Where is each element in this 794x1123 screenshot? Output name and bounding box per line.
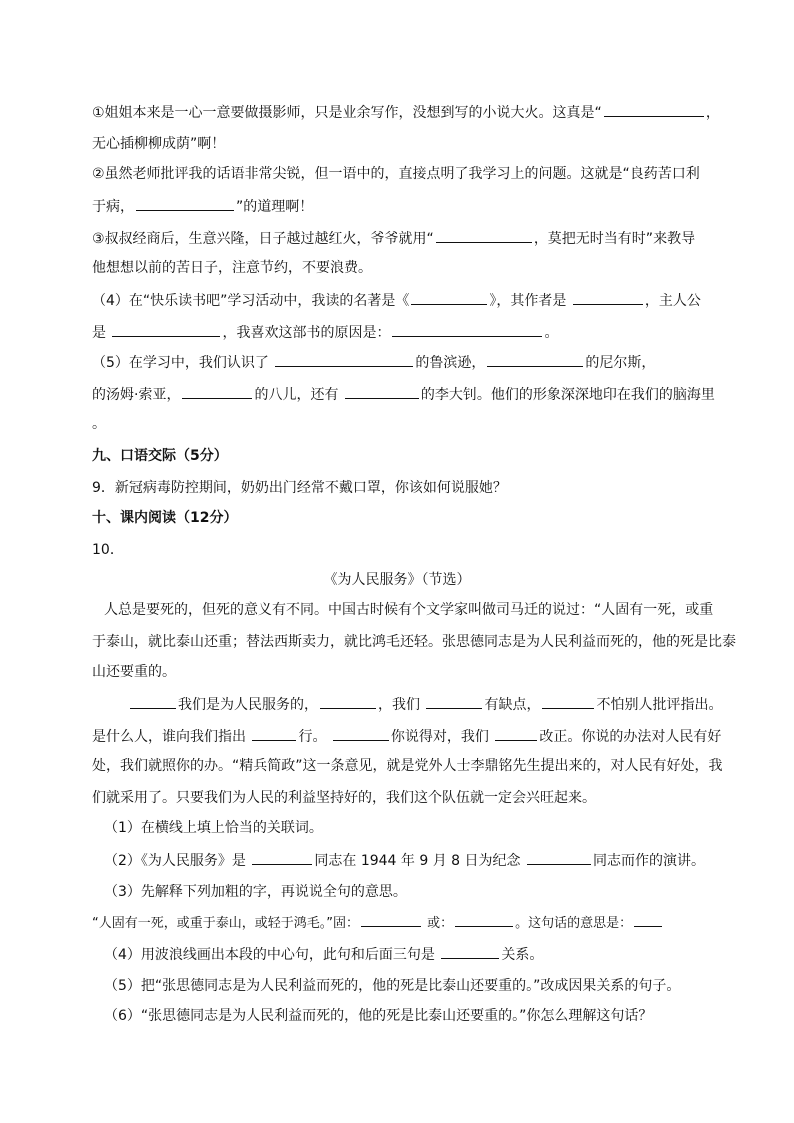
answer-blank[interactable] [320,694,376,709]
p2-text1: 我们是为人民服务的， [178,697,318,713]
q8-item4-line2 [92,322,558,343]
p2-text2: ，我们 [378,697,420,713]
q8-item1-text: ①姐姐本来是一心一意要做摄影师，只是业余写作，没想到写的小说大火。这真是“ [92,105,602,121]
q8-item5-text4: 的汤姆·索亚， [92,387,181,403]
answer-blank[interactable] [112,322,220,337]
answer-blank[interactable] [345,384,419,399]
answer-blank[interactable] [426,694,482,709]
passage-p2-line3: 处，我们就照你的办。“精兵简政”这一条意见，就是党外人士李鼎铭先生提出来的，对人民有好处，我 [92,758,723,774]
q8-item1-line2 [92,134,225,154]
passage-p1-line1: 人总是要死的，但死的意义有不同。中国古时候有个文学家叫做司马迁的说过：“人固有一死，或重 [104,602,714,618]
q8-item2-end: ”的道理啊！ [236,199,314,215]
q8-item3-line1 [92,228,695,249]
q10-3-quote: “人固有一死，或重于泰山，或轻于鸿毛。”固： [92,916,359,931]
answer-blank[interactable] [411,290,487,305]
q8-item1-end: ， [705,105,720,121]
q8-item5-text6: 的李大钊。他们的形象深深地印在我们的脑海里 [420,387,715,403]
answer-blank[interactable] [136,196,234,211]
q8-item3-text: ③叔叔经商后，生意兴隆，日子越过越红火，爷爷就用“ [92,231,434,247]
q10-4-text1: （4）用波浪线画出本段的中心句，此句和后面三句是 [104,947,435,963]
q10-3-line2 [92,912,664,934]
section9-question: 9．新冠病毒防控期间，奶奶出门经常不戴口罩，你该如何说服她？ [92,480,507,496]
q8-item5-line3 [92,414,106,434]
q8-item4-text2: 》，其作者是 [489,293,567,309]
answer-blank[interactable] [252,726,296,741]
q8-item2-line2 [92,196,313,217]
passage-p2-line2 [92,726,721,747]
q8-item1-line1 [92,102,720,123]
p2-text6: 行。 [298,729,327,745]
answer-blank[interactable] [361,912,421,927]
q8-item3-text2: 他想想以前的苦日子，注意节约，不要浪费。 [92,260,372,276]
q8-item5-text3: 的尼尔斯， [585,355,656,371]
q8-item2-line1 [92,164,700,184]
p2-text7: 你说得对，我们 [390,729,489,745]
q10-6: （6）“张思德同志是为人民利益而死的，他的死是比泰山还要重的。”你怎么理解这句话？ [104,1008,653,1024]
answer-blank[interactable] [634,912,662,927]
answer-blank[interactable] [436,228,532,243]
q10-3: （3）先解释下列加粗的字，再说说全句的意思。 [104,884,407,900]
q8-item4-text4: 是 [92,325,106,341]
answer-blank[interactable] [604,102,704,117]
q8-item5-line2 [92,384,715,405]
q8-item2-text: ②虽然老师批评我的话语非常尖锐，但一语中的，直接点明了我学习上的问题。这就是“良药苦口利 [92,166,700,182]
q8-item5-line1 [92,352,655,373]
passage-p2-line1 [104,694,722,715]
answer-blank[interactable] [392,322,542,337]
q8-item4-line1 [92,290,701,311]
p2-text8: 改正。你说的办法对人民有好 [539,729,722,745]
passage-title: 《为人民服务》（节选） [323,572,471,588]
q8-item2-text2: 于病， [92,199,134,215]
answer-blank[interactable] [487,352,583,367]
q10-3-or: 或： [427,916,454,931]
answer-blank[interactable] [441,944,499,959]
section10-number: 10． [92,542,124,558]
p2-text5: 是什么人，谁向我们指出 [92,729,246,745]
q10-5: （5）把“张思德同志是为人民利益而死的，他的死是比泰山还要重的。”改成因果关系的句子。 [104,978,681,994]
passage-p1-line3: 山还要重的。 [92,664,176,680]
answer-blank[interactable] [573,290,643,305]
q10-2-text1: （2）《为人民服务》是 [104,853,246,869]
answer-blank[interactable] [333,726,389,741]
answer-blank[interactable] [542,694,594,709]
q10-2 [104,850,705,871]
passage-p1-line2: 于泰山，就比泰山还重；替法西斯卖力，就比鸿毛还轻。张思德同志是为人民利益而死的，他的死是比泰 [92,634,736,650]
q10-4 [104,944,543,965]
answer-blank[interactable] [275,352,413,367]
q8-item4-text5: ，我喜欢这部书的原因是： [222,325,391,341]
q8-item4-text1: （4）在“快乐读书吧”学习活动中，我读的名著是《 [92,293,410,309]
q10-3-tail: 。这句话的意思是： [515,916,633,931]
answer-blank[interactable] [182,384,252,399]
p2-text3: 有缺点， [484,697,541,713]
passage-p2-line4: 们就采用了。只要我们为人民的利益坚持好的，我们这个队伍就一定会兴旺起来。 [92,790,596,806]
section10-heading: 十、课内阅读（12分） [92,510,238,526]
answer-blank[interactable] [527,850,591,865]
q10-2-text3: 同志而作的演讲。 [592,853,705,869]
section9-heading: 九、口语交际（5分） [92,448,228,464]
q8-item4-text6: 。 [544,325,559,341]
q8-item5-text1: （5）在学习中，我们认识了 [92,355,269,371]
answer-blank[interactable] [252,850,312,865]
q8-item5-text5: 的八儿，还有 [254,387,339,403]
p2-text4: 不怕别人批评指出。 [596,697,723,713]
q8-item5-text7: 。 [92,416,106,432]
q10-1: （1）在横线上填上恰当的关联词。 [104,820,323,836]
q8-item3-line2 [92,258,372,278]
answer-blank[interactable] [130,694,176,709]
q8-item4-text3: ，主人公 [644,293,701,309]
q10-2-text2: 同志在 1944 年 9 月 8 日为纪念 [314,853,521,869]
answer-blank[interactable] [455,912,513,927]
answer-blank[interactable] [495,726,537,741]
q8-item5-text2: 的鲁滨逊， [415,355,486,371]
q10-4-text2: 关系。 [501,947,544,963]
q8-item1-text2: 无心插柳柳成荫”啊！ [92,136,226,152]
q8-item3-end: ，莫把无时当有时”来教导 [533,231,696,247]
